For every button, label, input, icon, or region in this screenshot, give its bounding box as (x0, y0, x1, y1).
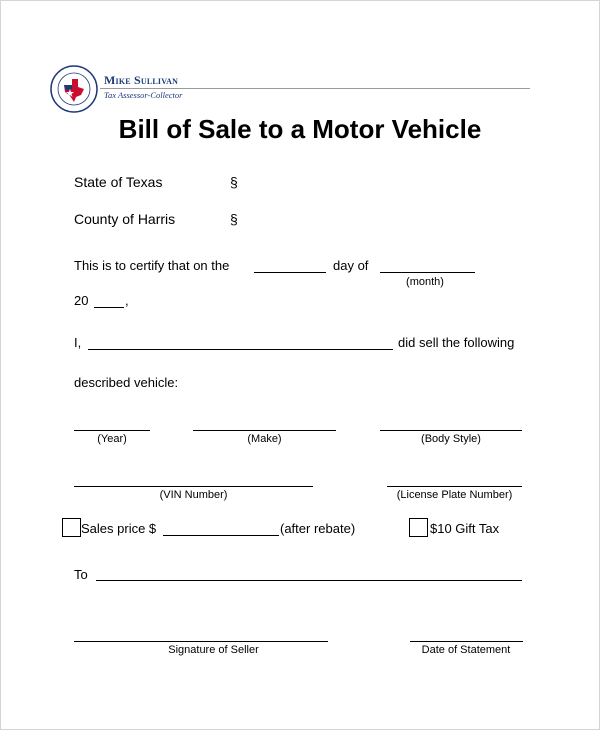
signature-caption: Signature of Seller (168, 644, 259, 656)
license-plate-field[interactable] (387, 486, 522, 487)
county-seal-logo (50, 65, 98, 113)
after-rebate-label: (after rebate) (280, 521, 356, 536)
body-style-field[interactable] (380, 430, 522, 431)
certify-text: This is to certify that on the (74, 258, 230, 273)
described-vehicle-text: described vehicle: (74, 375, 179, 390)
make-caption: (Make) (247, 433, 282, 445)
month-field[interactable] (380, 272, 475, 273)
statement-date-field[interactable] (410, 641, 523, 642)
section-mark-county: § (230, 211, 238, 227)
year-suffix: , (125, 293, 129, 308)
document-title: Bill of Sale to a Motor Vehicle (118, 114, 482, 144)
vin-field[interactable] (74, 486, 313, 487)
date-caption: Date of Statement (421, 644, 511, 656)
sales-price-checkbox[interactable] (62, 518, 81, 537)
vin-caption: (VIN Number) (159, 489, 228, 501)
header-rule (100, 88, 530, 89)
day-field[interactable] (254, 272, 326, 273)
county-label: County of Harris (74, 211, 176, 227)
license-plate-caption: (License Plate Number) (396, 489, 513, 501)
state-label: State of Texas (74, 174, 163, 190)
sales-price-field[interactable] (163, 535, 279, 536)
day-of-label: day of (333, 258, 369, 273)
seller-signature-field[interactable] (74, 641, 328, 642)
year-caption: (Year) (97, 433, 127, 445)
body-style-caption: (Body Style) (421, 433, 481, 445)
vehicle-year-field[interactable] (74, 430, 150, 431)
assessor-name: Mike Sullivan (104, 73, 179, 87)
sales-price-label: Sales price $ (81, 521, 157, 536)
buyer-name-field[interactable] (96, 580, 522, 581)
section-mark-state: § (230, 174, 238, 190)
gift-tax-label: $10 Gift Tax (430, 521, 500, 536)
year-field[interactable] (94, 307, 124, 308)
i-label: I, (74, 335, 82, 350)
gift-tax-checkbox[interactable] (409, 518, 428, 537)
did-sell-text: did sell the following (398, 335, 515, 350)
year-prefix: 20 (74, 293, 89, 308)
make-field[interactable] (193, 430, 336, 431)
seller-name-field[interactable] (88, 349, 393, 350)
month-caption: (month) (406, 276, 444, 288)
assessor-title: Tax Assessor-Collector (104, 90, 183, 100)
to-label: To (74, 567, 88, 582)
